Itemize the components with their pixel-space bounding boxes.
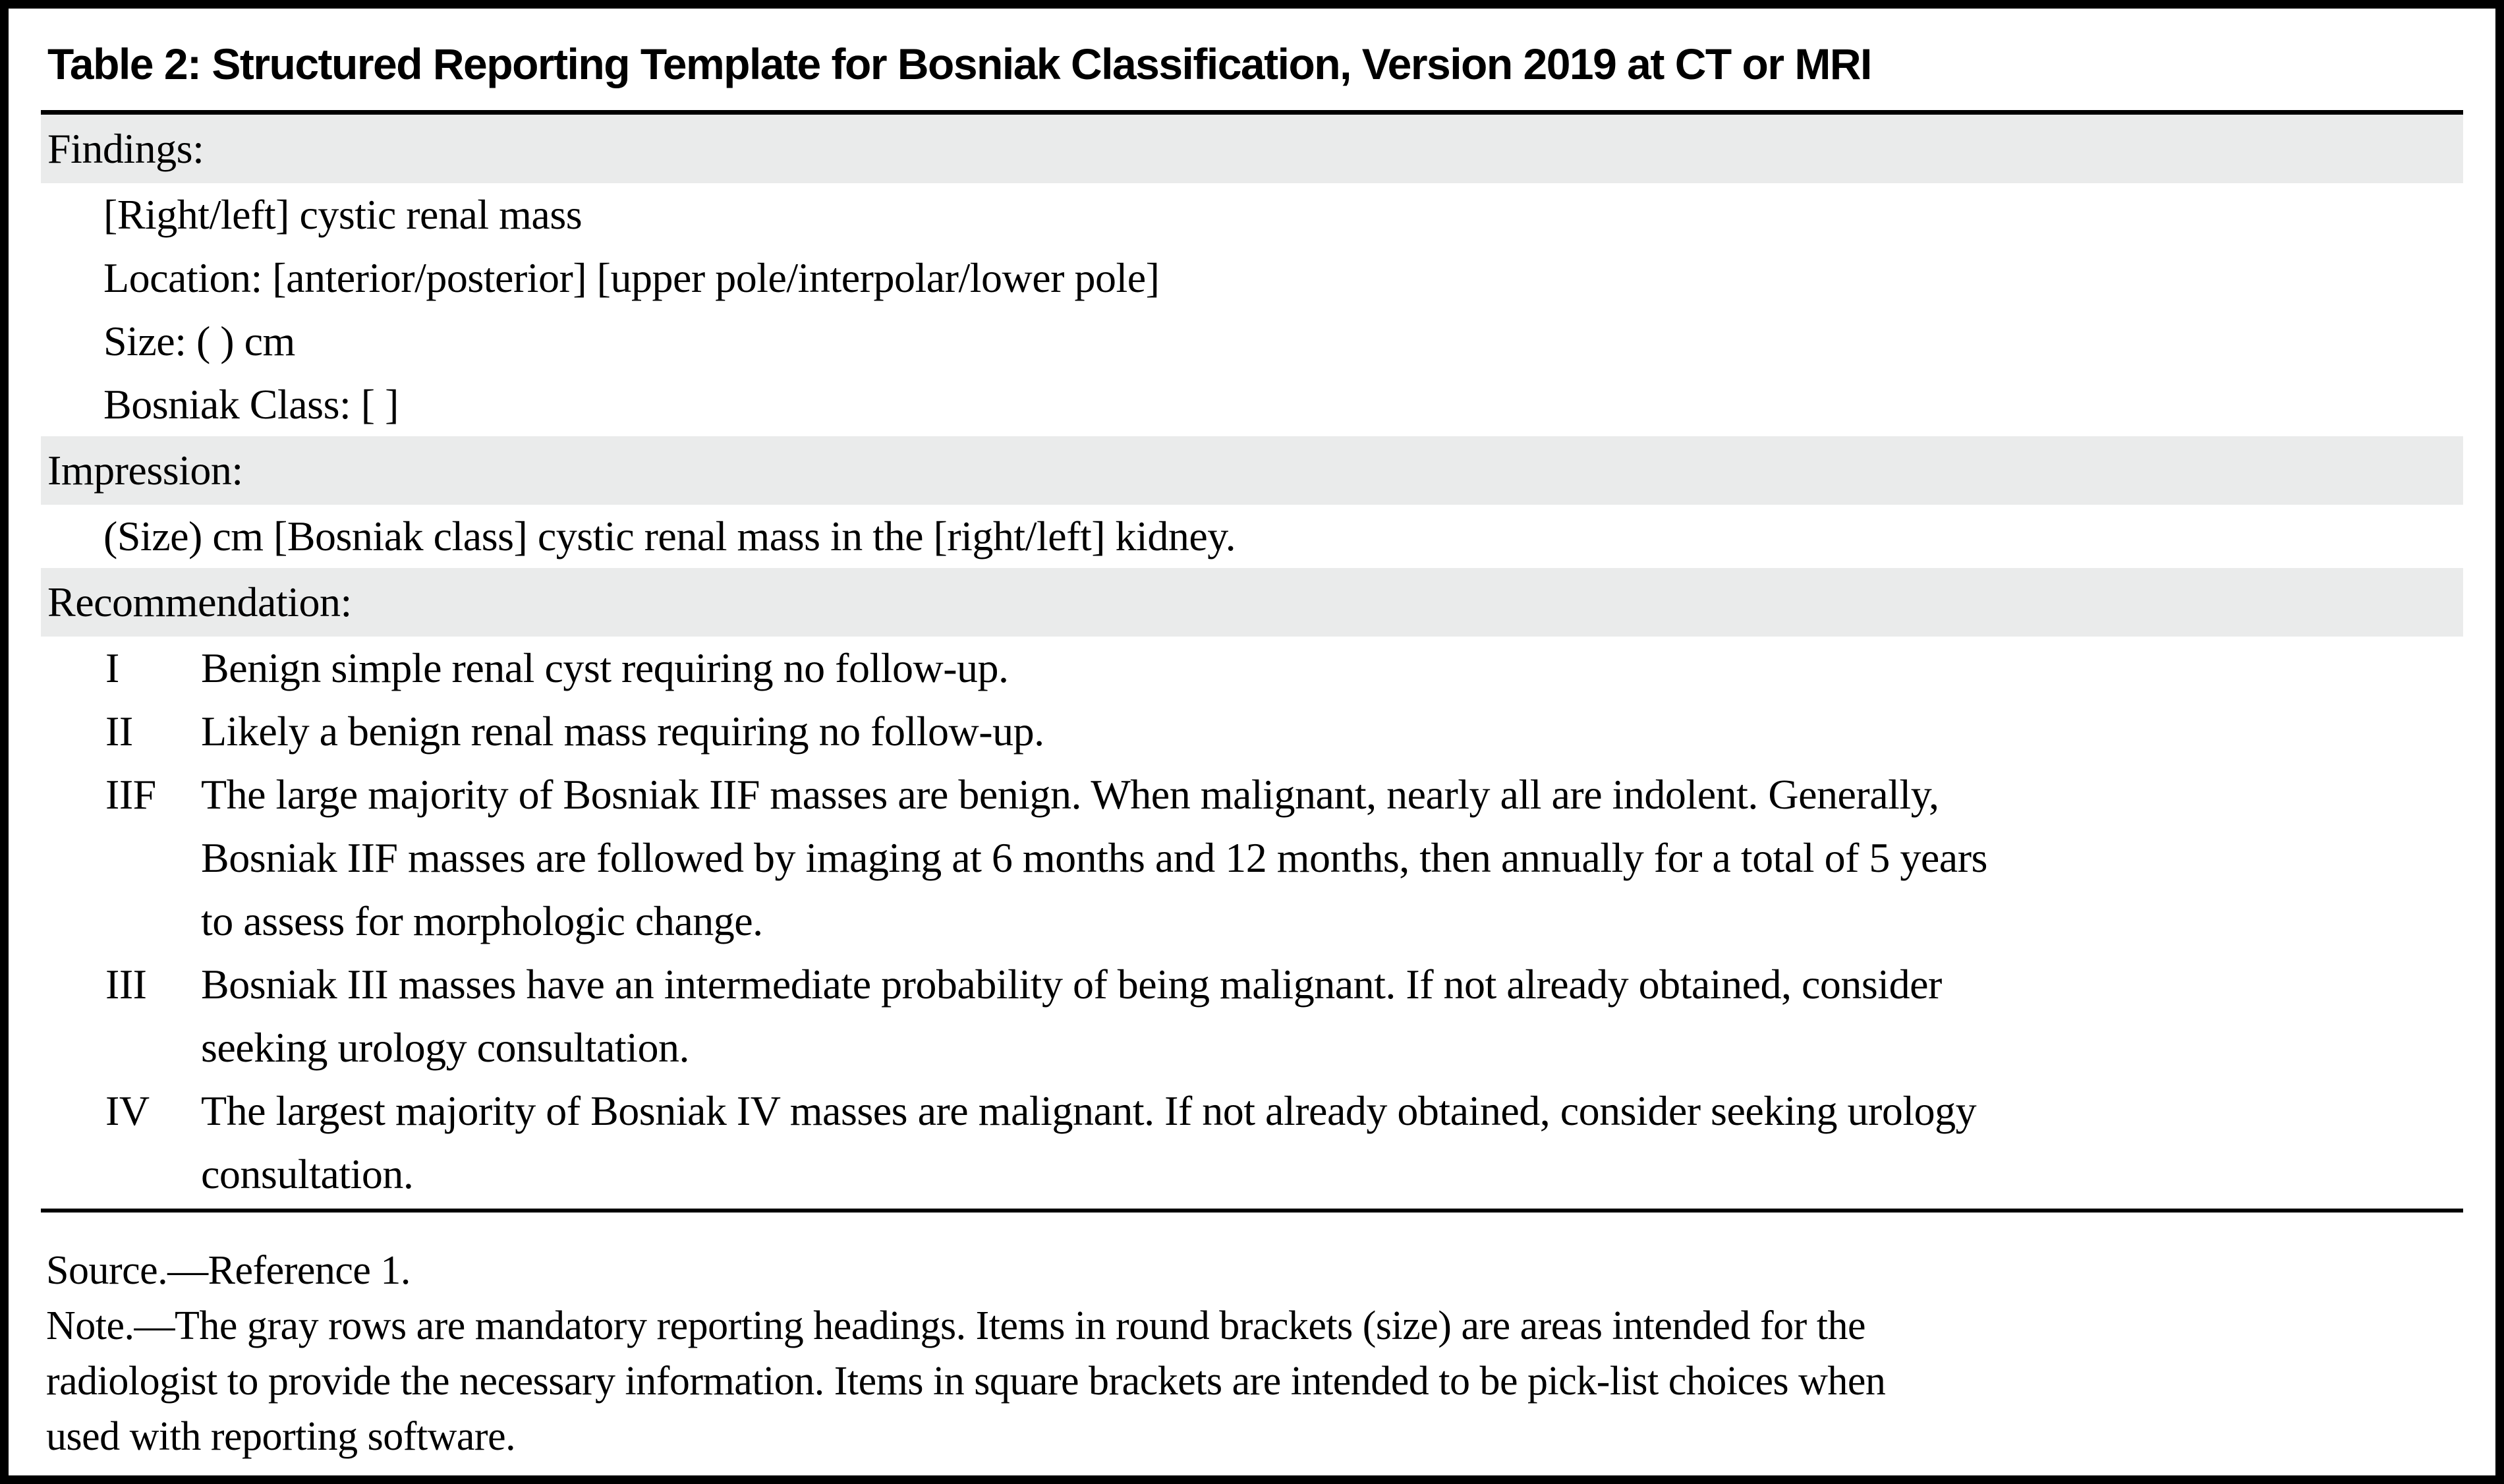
recommendation-text-line: to assess for morphologic change.: [201, 898, 763, 944]
recommendation-text-line: Benign simple renal cyst requiring no follow-up.: [201, 644, 1009, 691]
recommendation-item-I: [41, 637, 2463, 700]
impression-line: (Size) cm [Bosniak class] cystic renal mass in the [right/left] kidney.: [103, 513, 1236, 559]
recommendation-text: [201, 700, 2463, 763]
bosniak-class-label: I: [105, 644, 119, 691]
impression-heading-row: [41, 436, 2463, 505]
source-note: Source.—Reference 1.: [46, 1248, 411, 1293]
recommendation-item-IIF: [41, 763, 2463, 953]
recommendation-item-III: [41, 953, 2463, 1079]
impression-heading-label: Impression:: [47, 447, 243, 494]
findings-line: Location: [anterior/posterior] [upper pole/interpolar/lower pole]: [103, 254, 1160, 301]
note-line: Note.—The gray rows are mandatory reporting headings. Items in round brackets (size) are areas intended for the: [46, 1303, 1865, 1348]
bosniak-class-label: IIF: [105, 771, 156, 818]
recommendation-item-II: [41, 700, 2463, 763]
recommendation-text: [201, 763, 2463, 953]
recommendation-text-line: The large majority of Bosniak IIF masses are benign. When malignant, nearly all are indolent. Generally,: [201, 771, 1939, 818]
findings-heading-label: Findings:: [47, 125, 204, 172]
table-footnotes: [41, 1243, 2463, 1464]
recommendation-text-line: Bosniak IIF masses are followed by imaging at 6 months and 12 months, then annually for a total of 5 years: [201, 834, 1987, 881]
recommendation-item-IV: [41, 1079, 2463, 1206]
recommendation-heading-label: Recommendation:: [47, 579, 352, 625]
bosniak-class-label: III: [105, 961, 147, 1008]
recommendation-text-line: seeking urology consultation.: [201, 1024, 689, 1071]
bosniak-class-label: II: [105, 708, 133, 755]
recommendation-text: [201, 1079, 2463, 1206]
recommendation-text: [201, 637, 2463, 700]
findings-line: Size: ( ) cm: [103, 318, 295, 364]
table-title: Table 2: Structured Reporting Template for Bosniak Classification, Version 2019 at CT or MRI: [47, 40, 1871, 88]
recommendation-text-line: Likely a benign renal mass requiring no follow-up.: [201, 708, 1044, 755]
findings-line: Bosniak Class: [ ]: [103, 381, 399, 428]
findings-line: [Right/left] cystic renal mass: [103, 191, 583, 238]
bosniak-class-label: IV: [105, 1087, 150, 1134]
title-divider-rule: [41, 110, 2463, 115]
recommendation-text: [201, 953, 2463, 1079]
recommendation-text-line: consultation.: [201, 1151, 414, 1197]
note-line: radiologist to provide the necessary information. Items in square brackets are intended to be pick-list choices when: [46, 1359, 1886, 1404]
footer-divider-rule: [41, 1209, 2463, 1213]
recommendation-text-line: The largest majority of Bosniak IV masses are malignant. If not already obtained, consider seeking urology: [201, 1087, 1977, 1134]
table-content: [41, 32, 2463, 1464]
findings-heading-row: [41, 115, 2463, 183]
note-line: used with reporting software.: [46, 1414, 516, 1459]
recommendation-text-line: Bosniak III masses have an intermediate probability of being malignant. If not already obtained, consider: [201, 961, 1942, 1008]
recommendation-heading-row: [41, 568, 2463, 637]
